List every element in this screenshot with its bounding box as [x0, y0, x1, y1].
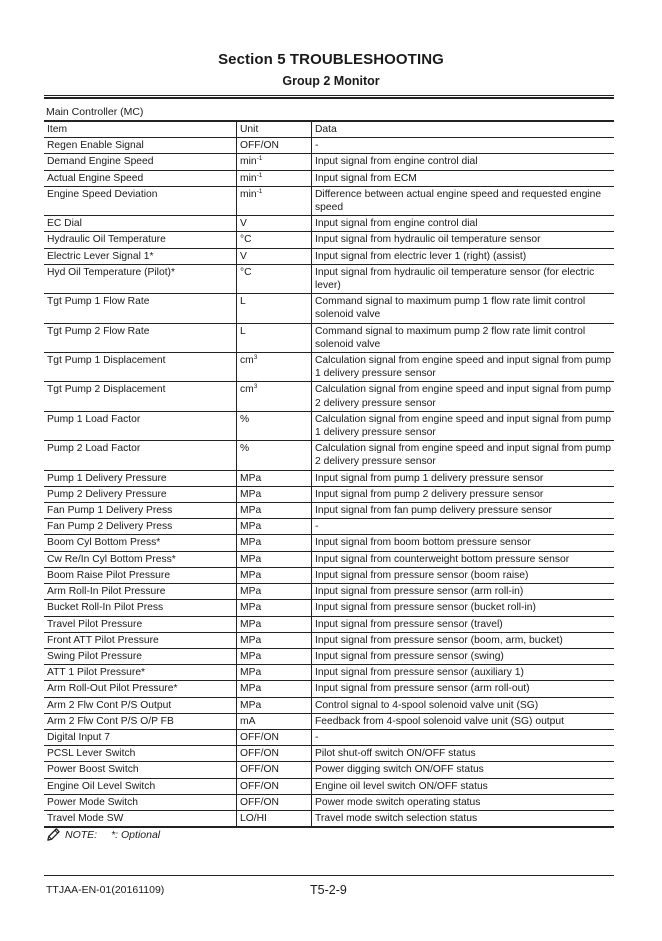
- unit-cell: [237, 746, 312, 762]
- data-cell: Power digging switch ON/OFF status: [312, 762, 615, 778]
- unit-cell: [237, 778, 312, 794]
- table-row: [44, 519, 614, 535]
- table-row: [44, 616, 614, 632]
- item-cell: Arm Roll-Out Pilot Pressure*: [44, 681, 237, 697]
- table-row: [44, 681, 614, 697]
- data-cell: Input signal from hydraulic oil temperature sensor (for electric lever): [312, 264, 615, 293]
- table-row: [44, 584, 614, 600]
- unit-text: MPa: [240, 667, 262, 679]
- data-cell: Input signal from ECM: [312, 170, 615, 186]
- unit-cell: [237, 584, 312, 600]
- data-cell: Input signal from pressure sensor (boom raise): [312, 567, 615, 583]
- column-header-item: Item: [44, 121, 237, 138]
- unit-cell: [237, 519, 312, 535]
- unit-cell: [237, 411, 312, 440]
- unit-text: OFF/ON: [240, 780, 279, 792]
- unit-text: MPa: [240, 683, 262, 695]
- unit-text: L: [240, 296, 246, 308]
- item-cell: Regen Enable Signal: [44, 138, 237, 154]
- column-header-unit: Unit: [237, 121, 312, 138]
- data-cell: Control signal to 4-spool solenoid valve unit (SG): [312, 697, 615, 713]
- unit-text: °C: [240, 234, 252, 246]
- item-cell: Arm 2 Flw Cont P/S O/P FB: [44, 713, 237, 729]
- item-cell: PCSL Lever Switch: [44, 746, 237, 762]
- unit-text: V: [240, 218, 247, 230]
- table-row: [44, 154, 614, 170]
- table-row: [44, 503, 614, 519]
- table-row: [44, 665, 614, 681]
- data-cell: Input signal from engine control dial: [312, 216, 615, 232]
- unit-cell: [237, 232, 312, 248]
- table-row: [44, 294, 614, 323]
- table-row: [44, 323, 614, 352]
- unit-cell: [237, 567, 312, 583]
- unit-superscript: -1: [256, 171, 263, 179]
- data-cell: -: [312, 138, 615, 154]
- unit-cell: [237, 681, 312, 697]
- item-cell: Actual Engine Speed: [44, 170, 237, 186]
- document-code: TTJAA-EN-01(20161109): [46, 884, 165, 896]
- table-row: [44, 264, 614, 293]
- data-cell: Input signal from pressure sensor (arm roll-in): [312, 584, 615, 600]
- item-cell: Pump 2 Delivery Pressure: [44, 486, 237, 502]
- unit-superscript: -1: [256, 187, 263, 195]
- unit-superscript: 3: [253, 354, 258, 362]
- item-cell: Travel Pilot Pressure: [44, 616, 237, 632]
- item-cell: Tgt Pump 2 Displacement: [44, 382, 237, 411]
- unit-superscript: 3: [253, 383, 258, 391]
- header-divider: [44, 95, 614, 99]
- table-row: [44, 535, 614, 551]
- unit-text: MPa: [240, 472, 262, 484]
- item-cell: EC Dial: [44, 216, 237, 232]
- table-row: [44, 810, 614, 827]
- unit-text: OFF/ON: [240, 748, 279, 760]
- data-cell: Input signal from pump 1 delivery pressure sensor: [312, 470, 615, 486]
- table-row: [44, 216, 614, 232]
- item-cell: Power Mode Switch: [44, 794, 237, 810]
- unit-text: MPa: [240, 537, 262, 549]
- table-row: [44, 170, 614, 186]
- unit-cell: [237, 810, 312, 827]
- table-row: [44, 567, 614, 583]
- footer-divider: [44, 875, 614, 876]
- item-cell: Tgt Pump 2 Flow Rate: [44, 323, 237, 352]
- data-cell: Command signal to maximum pump 1 flow rate limit control solenoid valve: [312, 294, 615, 323]
- unit-text: °C: [240, 266, 252, 278]
- unit-text: L: [240, 325, 246, 337]
- unit-text: MPa: [240, 488, 262, 500]
- item-cell: Pump 1 Load Factor: [44, 411, 237, 440]
- item-cell: Fan Pump 2 Delivery Press: [44, 519, 237, 535]
- unit-text: %: [240, 443, 250, 455]
- item-cell: Cw Re/In Cyl Bottom Press*: [44, 551, 237, 567]
- unit-text: V: [240, 250, 247, 262]
- unit-cell: [237, 186, 312, 215]
- data-cell: Calculation signal from engine speed and input signal from pump 2 delivery pressure sensor: [312, 382, 615, 411]
- data-cell: Input signal from pump 2 delivery pressure sensor: [312, 486, 615, 502]
- data-cell: Input signal from pressure sensor (travel): [312, 616, 615, 632]
- unit-cell: [237, 551, 312, 567]
- table-row: [44, 778, 614, 794]
- unit-cell: [237, 648, 312, 664]
- data-cell: -: [312, 519, 615, 535]
- table-caption: Main Controller (MC): [46, 106, 144, 118]
- unit-text: min: [240, 188, 257, 200]
- item-cell: Electric Lever Signal 1*: [44, 248, 237, 264]
- unit-cell: [237, 729, 312, 745]
- unit-cell: [237, 382, 312, 411]
- unit-text: MPa: [240, 586, 262, 598]
- unit-text: min: [240, 172, 257, 184]
- item-cell: Engine Speed Deviation: [44, 186, 237, 215]
- unit-cell: [237, 713, 312, 729]
- table-row: [44, 729, 614, 745]
- data-cell: Input signal from pressure sensor (bucket roll-in): [312, 600, 615, 616]
- table-row: [44, 632, 614, 648]
- unit-text: mA: [240, 715, 256, 727]
- unit-text: LO/HI: [240, 812, 267, 824]
- item-cell: Hyd Oil Temperature (Pilot)*: [44, 264, 237, 293]
- unit-text: OFF/ON: [240, 796, 279, 808]
- unit-text: MPa: [240, 650, 262, 662]
- item-cell: Fan Pump 1 Delivery Press: [44, 503, 237, 519]
- group-title: Group 2 Monitor: [282, 74, 380, 88]
- table-row: [44, 648, 614, 664]
- table-row: [44, 441, 614, 470]
- data-cell: Calculation signal from engine speed and input signal from pump 1 delivery pressure sensor: [312, 411, 615, 440]
- unit-cell: [237, 794, 312, 810]
- unit-cell: [237, 616, 312, 632]
- unit-cell: [237, 353, 312, 382]
- table-row: [44, 138, 614, 154]
- item-cell: ATT 1 Pilot Pressure*: [44, 665, 237, 681]
- table-row: [44, 713, 614, 729]
- unit-text: MPa: [240, 618, 262, 630]
- item-cell: Demand Engine Speed: [44, 154, 237, 170]
- item-cell: Bucket Roll-In Pilot Press: [44, 600, 237, 616]
- item-cell: Engine Oil Level Switch: [44, 778, 237, 794]
- unit-text: OFF/ON: [240, 731, 279, 743]
- data-cell: Input signal from hydraulic oil temperature sensor: [312, 232, 615, 248]
- item-cell: Tgt Pump 1 Flow Rate: [44, 294, 237, 323]
- section-title: Section 5 TROUBLESHOOTING: [218, 51, 444, 68]
- item-cell: Tgt Pump 1 Displacement: [44, 353, 237, 382]
- pencil-icon: [46, 827, 61, 842]
- table-row: [44, 600, 614, 616]
- data-cell: Input signal from fan pump delivery pressure sensor: [312, 503, 615, 519]
- unit-text: cm: [240, 355, 254, 367]
- table-row: [44, 353, 614, 382]
- unit-text: %: [240, 413, 250, 425]
- data-cell: Input signal from boom bottom pressure sensor: [312, 535, 615, 551]
- table-row: [44, 746, 614, 762]
- data-cell: Input signal from pressure sensor (auxiliary 1): [312, 665, 615, 681]
- unit-text: MPa: [240, 553, 262, 565]
- table-row: [44, 186, 614, 215]
- note-label: NOTE:: [65, 828, 98, 841]
- unit-text: MPa: [240, 521, 262, 533]
- data-cell: Pilot shut-off switch ON/OFF status: [312, 746, 615, 762]
- unit-superscript: -1: [256, 155, 263, 163]
- data-cell: Input signal from engine control dial: [312, 154, 615, 170]
- data-cell: Difference between actual engine speed and requested engine speed: [312, 186, 615, 215]
- data-cell: Input signal from pressure sensor (swing): [312, 648, 615, 664]
- unit-cell: [237, 216, 312, 232]
- item-cell: Arm Roll-In Pilot Pressure: [44, 584, 237, 600]
- unit-text: MPa: [240, 602, 262, 614]
- unit-text: MPa: [240, 569, 262, 581]
- unit-cell: [237, 535, 312, 551]
- table-row: [44, 411, 614, 440]
- item-cell: Front ATT Pilot Pressure: [44, 632, 237, 648]
- unit-text: OFF/ON: [240, 140, 279, 152]
- unit-text: MPa: [240, 699, 262, 711]
- item-cell: Boom Cyl Bottom Press*: [44, 535, 237, 551]
- data-cell: Calculation signal from engine speed and input signal from pump 1 delivery pressure sensor: [312, 353, 615, 382]
- table-header-row: [44, 121, 614, 138]
- item-cell: Boom Raise Pilot Pressure: [44, 567, 237, 583]
- table-row: [44, 486, 614, 502]
- data-cell: Calculation signal from engine speed and input signal from pump 2 delivery pressure sensor: [312, 441, 615, 470]
- unit-cell: [237, 138, 312, 154]
- column-header-data: Data: [312, 121, 615, 138]
- item-cell: Pump 2 Load Factor: [44, 441, 237, 470]
- unit-cell: [237, 470, 312, 486]
- unit-text: OFF/ON: [240, 764, 279, 776]
- item-cell: Arm 2 Flw Cont P/S Output: [44, 697, 237, 713]
- data-cell: Engine oil level switch ON/OFF status: [312, 778, 615, 794]
- unit-cell: [237, 294, 312, 323]
- table-row: [44, 248, 614, 264]
- unit-cell: [237, 503, 312, 519]
- unit-cell: [237, 323, 312, 352]
- table-row: [44, 382, 614, 411]
- unit-cell: [237, 697, 312, 713]
- data-cell: Input signal from pressure sensor (arm roll-out): [312, 681, 615, 697]
- table-row: [44, 697, 614, 713]
- unit-cell: [237, 665, 312, 681]
- table-row: [44, 794, 614, 810]
- item-cell: Pump 1 Delivery Pressure: [44, 470, 237, 486]
- data-cell: Travel mode switch selection status: [312, 810, 615, 827]
- data-cell: Input signal from pressure sensor (boom, arm, bucket): [312, 632, 615, 648]
- item-cell: Power Boost Switch: [44, 762, 237, 778]
- data-cell: Feedback from 4-spool solenoid valve unit (SG) output: [312, 713, 615, 729]
- unit-text: cm: [240, 384, 254, 396]
- data-cell: -: [312, 729, 615, 745]
- unit-cell: [237, 264, 312, 293]
- page-number: T5-2-9: [310, 883, 347, 897]
- unit-cell: [237, 441, 312, 470]
- unit-cell: [237, 486, 312, 502]
- data-cell: Power mode switch operating status: [312, 794, 615, 810]
- data-cell: Input signal from counterweight bottom pressure sensor: [312, 551, 615, 567]
- table-row: [44, 551, 614, 567]
- main-controller-table: [44, 120, 614, 828]
- table-row: [44, 232, 614, 248]
- unit-cell: [237, 154, 312, 170]
- item-cell: Digital Input 7: [44, 729, 237, 745]
- unit-cell: [237, 762, 312, 778]
- table-row: [44, 470, 614, 486]
- note-text: *: Optional: [111, 828, 161, 841]
- data-cell: Command signal to maximum pump 2 flow rate limit control solenoid valve: [312, 323, 615, 352]
- unit-cell: [237, 600, 312, 616]
- unit-text: MPa: [240, 505, 262, 517]
- note: [46, 827, 160, 842]
- unit-cell: [237, 632, 312, 648]
- unit-text: MPa: [240, 634, 262, 646]
- item-cell: Travel Mode SW: [44, 810, 237, 827]
- item-cell: Hydraulic Oil Temperature: [44, 232, 237, 248]
- data-cell: Input signal from electric lever 1 (right) (assist): [312, 248, 615, 264]
- item-cell: Swing Pilot Pressure: [44, 648, 237, 664]
- unit-cell: [237, 170, 312, 186]
- table-row: [44, 762, 614, 778]
- unit-cell: [237, 248, 312, 264]
- unit-text: min: [240, 156, 257, 168]
